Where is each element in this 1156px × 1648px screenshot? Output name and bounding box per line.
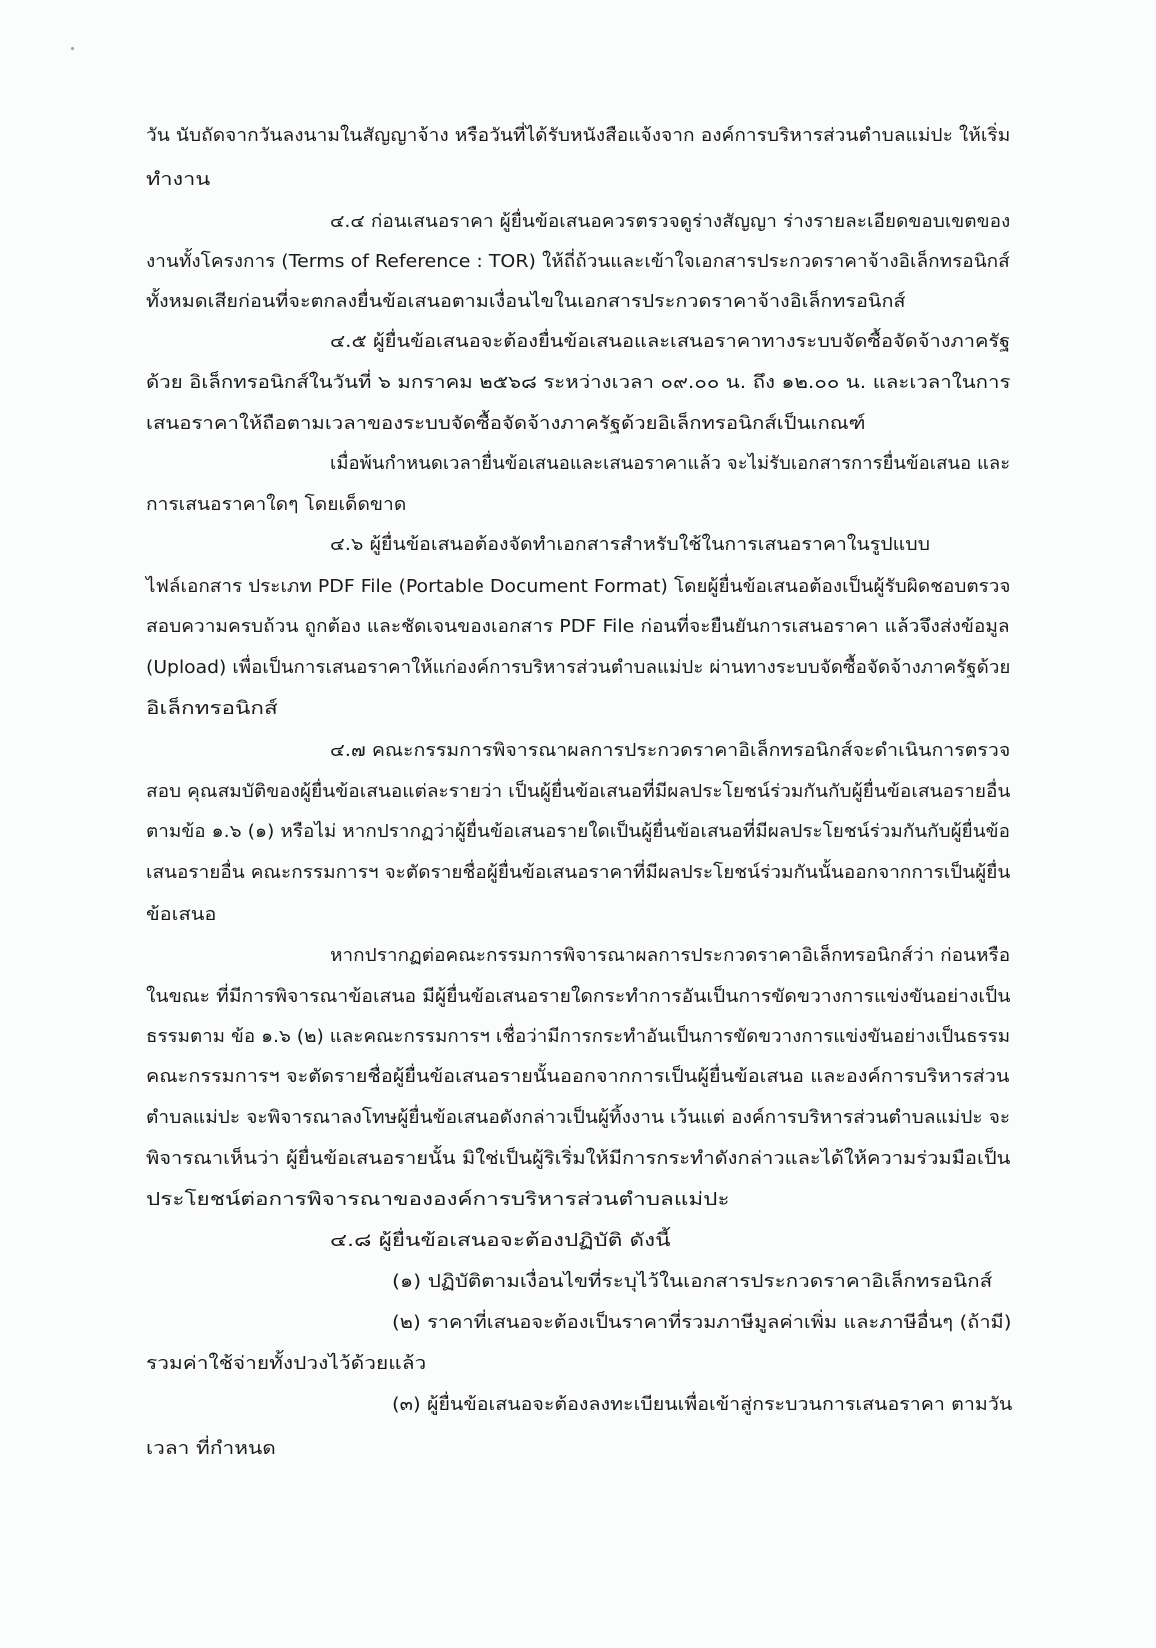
- text-line: สอบความครบถ้วน ถูกต้อง และชัดเจนของเอกสาร PDF File ก่อนที่จะยืนยันการเสนอราคา แล้วจึงส่งข้อมูล: [146, 616, 1010, 637]
- text-line: ไฟล์เอกสาร ประเภท PDF File (Portable Document Format) โดยผู้ยื่นข้อเสนอต้องเป็นผู้รับผิดชอบตรวจ: [146, 576, 1011, 597]
- text-line: ตามข้อ ๑.๖ (๑) หรือไม่ หากปรากฏว่าผู้ยื่นข้อเสนอรายใดเป็นผู้ยื่นข้อเสนอที่มีผลประโยชน์ร่วมกันกับผู้ยื่นข้อ: [146, 821, 1010, 842]
- text-line: ประโยชน์ต่อการพิจารณาขององค์การบริหารส่วนตำบลแม่ปะ: [146, 1189, 730, 1210]
- text-line: เสนอรายอื่น คณะกรรมการฯ จะตัดรายชื่อผู้ยื่นข้อเสนอราคาที่มีผลประโยชน์ร่วมกันนั้นออกจากการเป็นผู้ยื่น: [146, 862, 1011, 883]
- text-line: รวมค่าใช้จ่ายทั้งปวงไว้ด้วยแล้ว: [146, 1353, 427, 1374]
- text-line: (๑) ปฏิบัติตามเงื่อนไขที่ระบุไว้ในเอกสารประกวดราคาอิเล็กทรอนิกส์: [392, 1271, 993, 1292]
- text-line: ในขณะ ที่มีการพิจารณาข้อเสนอ มีผู้ยื่นข้อเสนอรายใดกระทำการอันเป็นการขัดขวางการแข่งขันอย่างเป็น: [146, 986, 1011, 1007]
- text-line: คณะกรรมการฯ จะตัดรายชื่อผู้ยื่นข้อเสนอรายนั้นออกจากการเป็นผู้ยื่นข้อเสนอ และองค์การบริหารส่วน: [146, 1066, 1010, 1087]
- text-line: ๔.๗ คณะกรรมการพิจารณาผลการประกวดราคาอิเล็กทรอนิกส์จะดำเนินการตรวจ: [330, 740, 1011, 761]
- text-line: ธรรมตาม ข้อ ๑.๖ (๒) และคณะกรรมการฯ เชื่อว่ามีการกระทำอันเป็นการขัดขวางการแข่งขันอย่างเป็นธรรม: [146, 1026, 1011, 1047]
- text-line: อิเล็กทรอนิกส์: [146, 698, 278, 719]
- text-line: ๔.๖ ผู้ยื่นข้อเสนอต้องจัดทำเอกสารสำหรับใช้ในการเสนอราคาในรูปแบบ: [330, 534, 931, 555]
- text-line: เวลา ที่กำหนด: [146, 1438, 276, 1459]
- text-line: ๔.๘ ผู้ยื่นข้อเสนอจะต้องปฏิบัติ ดังนี้: [330, 1230, 671, 1251]
- text-line: วัน นับถัดจากวันลงนามในสัญญาจ้าง หรือวันที่ได้รับหนังสือแจ้งจาก องค์การบริหารส่วนตำบลแม่ปะ ให้เริ่ม: [146, 125, 1011, 146]
- text-line: พิจารณาเห็นว่า ผู้ยื่นข้อเสนอรายนั้น มิใช่เป็นผู้ริเริ่มให้มีการกระทำดังกล่าวและได้ให้ความร่วมมือเป็น: [146, 1148, 1011, 1169]
- text-line: การเสนอราคาใดๆ โดยเด็ดขาด: [146, 494, 407, 515]
- text-line: (๓) ผู้ยื่นข้อเสนอจะต้องลงทะเบียนเพื่อเข้าสู่กระบวนการเสนอราคา ตามวัน: [392, 1394, 1013, 1415]
- text-line: ด้วย อิเล็กทรอนิกส์ในวันที่ ๖ มกราคม ๒๕๖๘ ระหว่างเวลา ๐๙.๐๐ น. ถึง ๑๒.๐๐ น. และเวลาในการ: [146, 372, 1011, 393]
- text-line: (๒) ราคาที่เสนอจะต้องเป็นราคาที่รวมภาษีมูลค่าเพิ่ม และภาษีอื่นๆ (ถ้ามี): [392, 1312, 1012, 1333]
- text-line: เมื่อพ้นกำหนดเวลายื่นข้อเสนอและเสนอราคาแล้ว จะไม่รับเอกสารการยื่นข้อเสนอ และ: [330, 453, 1011, 474]
- text-line: ทำงาน: [146, 169, 211, 190]
- text-line: หากปรากฏต่อคณะกรรมการพิจารณาผลการประกวดราคาอิเล็กทรอนิกส์ว่า ก่อนหรือ: [330, 945, 1011, 966]
- text-line: ตำบลแม่ปะ จะพิจารณาลงโทษผู้ยื่นข้อเสนอดังกล่าวเป็นผู้ทิ้งงาน เว้นแต่ องค์การบริหารส่วนตำบลแม่ปะ จะ: [146, 1107, 1011, 1128]
- text-line: ๔.๔ ก่อนเสนอราคา ผู้ยื่นข้อเสนอควรตรวจดูร่างสัญญา ร่างรายละเอียดขอบเขตของ: [330, 211, 1011, 232]
- text-line: (Upload) เพื่อเป็นการเสนอราคาให้แก่องค์การบริหารส่วนตำบลแม่ปะ ผ่านทางระบบจัดซื้อจัดจ้างภาครัฐด้วย: [146, 657, 1011, 678]
- text-line: ข้อเสนอ: [146, 904, 217, 925]
- text-line: สอบ คุณสมบัติของผู้ยื่นข้อเสนอแต่ละรายว่า เป็นผู้ยื่นข้อเสนอที่มีผลประโยชน์ร่วมกันกับผู้ยื่นข้อเสนอรายอื่น: [146, 781, 1011, 802]
- text-line: งานทั้งโครงการ (Terms of Reference : TOR) ให้ถี่ถ้วนและเข้าใจเอกสารประกวดราคาจ้างอิเล็กทรอนิกส์: [146, 251, 1010, 272]
- text-line: ๔.๕ ผู้ยื่นข้อเสนอจะต้องยื่นข้อเสนอและเสนอราคาทางระบบจัดซื้อจัดจ้างภาครัฐ: [330, 331, 1011, 352]
- scan-speck: [71, 47, 74, 50]
- text-line: เสนอราคาให้ถือตามเวลาของระบบจัดซื้อจัดจ้างภาครัฐด้วยอิเล็กทรอนิกส์เป็นเกณฑ์: [146, 413, 866, 434]
- text-line: ทั้งหมดเสียก่อนที่จะตกลงยื่นข้อเสนอตามเงื่อนไขในเอกสารประกวดราคาจ้างอิเล็กทรอนิกส์: [146, 291, 906, 312]
